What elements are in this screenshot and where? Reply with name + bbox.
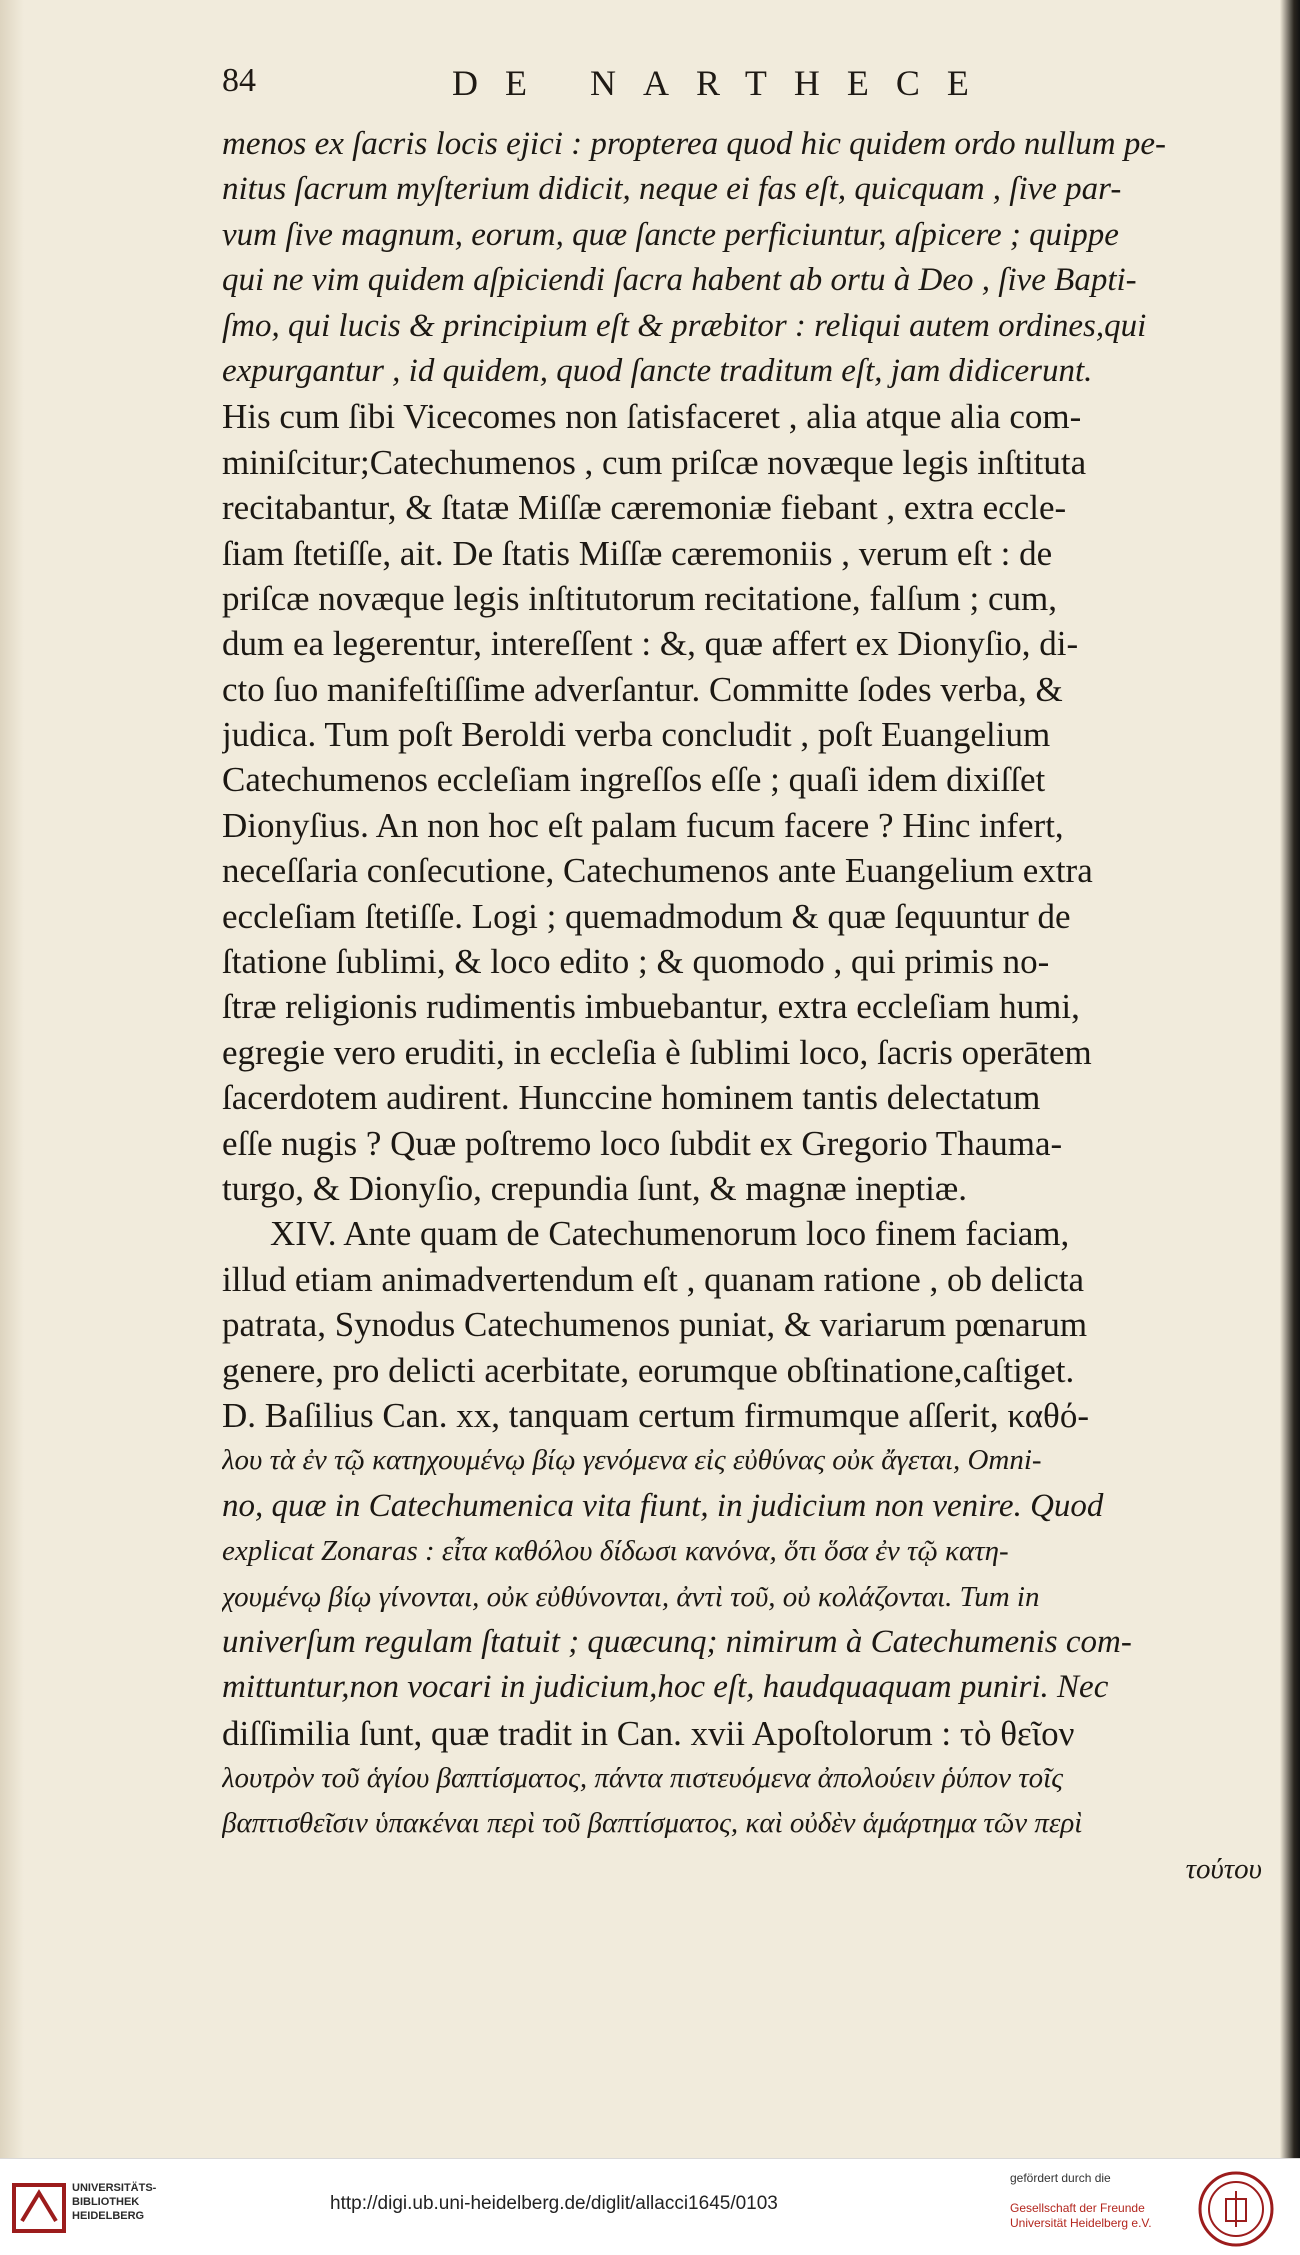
text-line: eſſe nugis ? Quæ poſtremo loco ſubdit ex Gregorio Thauma-: [222, 1123, 1063, 1163]
sponsor-intro: gefördert durch die: [1010, 2171, 1111, 2185]
text-line: univerſum regulam ſtatuit ; quæcunq; nimirum à Catechumenis com-: [222, 1623, 1132, 1660]
text-line: ſtatione ſublimi, & loco edito ; & quomodo , qui primis no-: [222, 942, 1050, 982]
text-line: mittuntur,non vocari in judicium,hoc eſt, haudquaquam puniri. Nec: [222, 1669, 1109, 1706]
text-line: ſiam ſtetiſſe, ait. De ſtatis Miſſæ cæremoniis , verum eſt : de: [222, 533, 1053, 573]
text-line: λουτρὸν τοῦ ἁγίου βαπτίσματος, πάντα πιστευόμενα ἀπολούειν ῥύπον τοῖς: [222, 1762, 1063, 1795]
text-line: vum ſive magnum, eorum, quæ ſancte perficiuntur, aſpicere ; quippe: [222, 216, 1119, 253]
page-url-link[interactable]: http://digi.ub.uni-heidelberg.de/diglit/allacci1645/0103: [330, 2193, 778, 2214]
page-number: 84: [222, 62, 256, 99]
text-line: no, quæ in Catechumenica vita fiunt, in judicium non venire. Quod: [222, 1487, 1104, 1524]
text-line: χουμένῳ βίῳ γίνονται, οὐκ εὐθύνονται, ἀντὶ τοῦ, οὐ κολάζονται. Tum in: [222, 1580, 1040, 1613]
catchword: τούτου: [1185, 1852, 1262, 1885]
viewer-footer: [0, 2158, 1300, 2255]
text-line: priſcæ novæque legis inſtitutorum recitatione, falſum ; cum,: [222, 578, 1057, 618]
text-line: expurgantur , id quidem, quod ſancte traditum eſt, jam didicerunt.: [222, 352, 1093, 389]
body-text: [222, 122, 1282, 1892]
text-line: λου τὰ ἐν τῷ κατηχουμένῳ βίῳ γενόμενα εἰς εὐθύνας οὐκ ἄγεται, Omni-: [222, 1444, 1042, 1477]
running-title: DE NARTHECE: [452, 63, 996, 103]
text-line: Catechumenos eccleſiam ingreſſos eſſe ; quaſi idem dixiſſet: [222, 760, 1046, 800]
text-line: genere, pro delicti acerbitate, eorumque obſtinatione,caſtiget.: [222, 1350, 1075, 1390]
text-line: menos ex ſacris locis ejici : propterea quod hic quidem ordo nullum pe-: [222, 126, 1166, 162]
text-line: neceſſaria conſecutione, Catechumenos ante Euangelium extra: [222, 851, 1093, 891]
text-line: qui ne vim quidem aſpiciendi ſacra habent ab ortu à Deo , ſive Bapti-: [222, 262, 1137, 299]
text-line: cto ſuo manifeſtiſſime adverſantur. Committe ſodes verba, &: [222, 669, 1063, 709]
library-logo-icon: [12, 2181, 66, 2235]
sponsor-block: [1010, 2171, 1180, 2231]
text-line: ſmo, qui lucis & principium eſt & præbitor : reliqui autem ordines,qui: [222, 307, 1147, 344]
page-header: [222, 62, 1052, 114]
text-line: His cum ſibi Vicecomes non ſatisfaceret , alia atque alia com-: [222, 397, 1082, 437]
text-line: ſacerdotem audirent. Hunccine hominem tantis delectatum: [222, 1078, 1041, 1118]
text-line: judica. Tum poſt Beroldi verba concludit , poſt Euangelium: [222, 715, 1051, 755]
text-line: Dionyſius. An non hoc eſt palam fucum facere ? Hinc infert,: [222, 805, 1064, 845]
text-line: turgo, & Dionyſio, crepundia ſunt, & magnæ ineptiæ.: [222, 1168, 967, 1208]
text-line: eccleſiam ſtetiſſe. Logi ; quemadmodum & quæ ſequuntur de: [222, 896, 1071, 936]
text-line: diſſimilia ſunt, quæ tradit in Can. xvii Apoſtolorum : τὸ θεῖον: [222, 1713, 1075, 1753]
university-seal-icon: [1196, 2169, 1276, 2249]
sponsor-name: Gesellschaft der Freunde Universität Heidelberg e.V.: [1010, 2201, 1152, 2230]
text-line: D. Baſilius Can. xx, tanquam certum firmumque aſſerit, καθό-: [222, 1395, 1089, 1435]
page-left-edge: [0, 0, 24, 2158]
text-line: recitabantur, & ſtatæ Miſſæ cæremoniæ fiebant , extra eccle-: [222, 488, 1067, 528]
text-line: patrata, Synodus Catechumenos puniat, & variarum pœnarum: [222, 1305, 1088, 1345]
library-name: UNIVERSITÄTS- BIBLIOTHEK HEIDELBERG: [72, 2182, 157, 2222]
text-line: nitus ſacrum myſterium didicit, neque ei fas eſt, quicquam , ſive par-: [222, 171, 1122, 208]
text-line: ſtræ religionis rudimentis imbuebantur, extra eccleſiam humi,: [222, 987, 1080, 1027]
text-line: dum ea legerentur, intereſſent : &, quæ affert ex Dionyſio, di-: [222, 624, 1079, 664]
page-right-edge: [1280, 0, 1300, 2158]
text-line: illud etiam animadvertendum eſt , quanam ratione , ob delicta: [222, 1259, 1085, 1299]
text-line: explicat Zonaras : εἶτα καθόλου δίδωσι κανόνα, ὅτι ὅσα ἐν τῷ κατη-: [222, 1535, 1009, 1568]
text-line: miniſcitur;Catechumenos , cum priſcæ novæque legis inſtituta: [222, 442, 1087, 482]
text-line: XIV. Ante quam de Catechumenorum loco finem faciam,: [270, 1214, 1070, 1254]
text-line: βαπτισθεῖσιν ὑπακέναι περὶ τοῦ βαπτίσματος, καὶ οὐδὲν ἁμάρτημα τῶν περὶ: [222, 1807, 1083, 1840]
text-line: egregie vero eruditi, in eccleſia è ſublimi loco, ſacris operātem: [222, 1032, 1092, 1072]
